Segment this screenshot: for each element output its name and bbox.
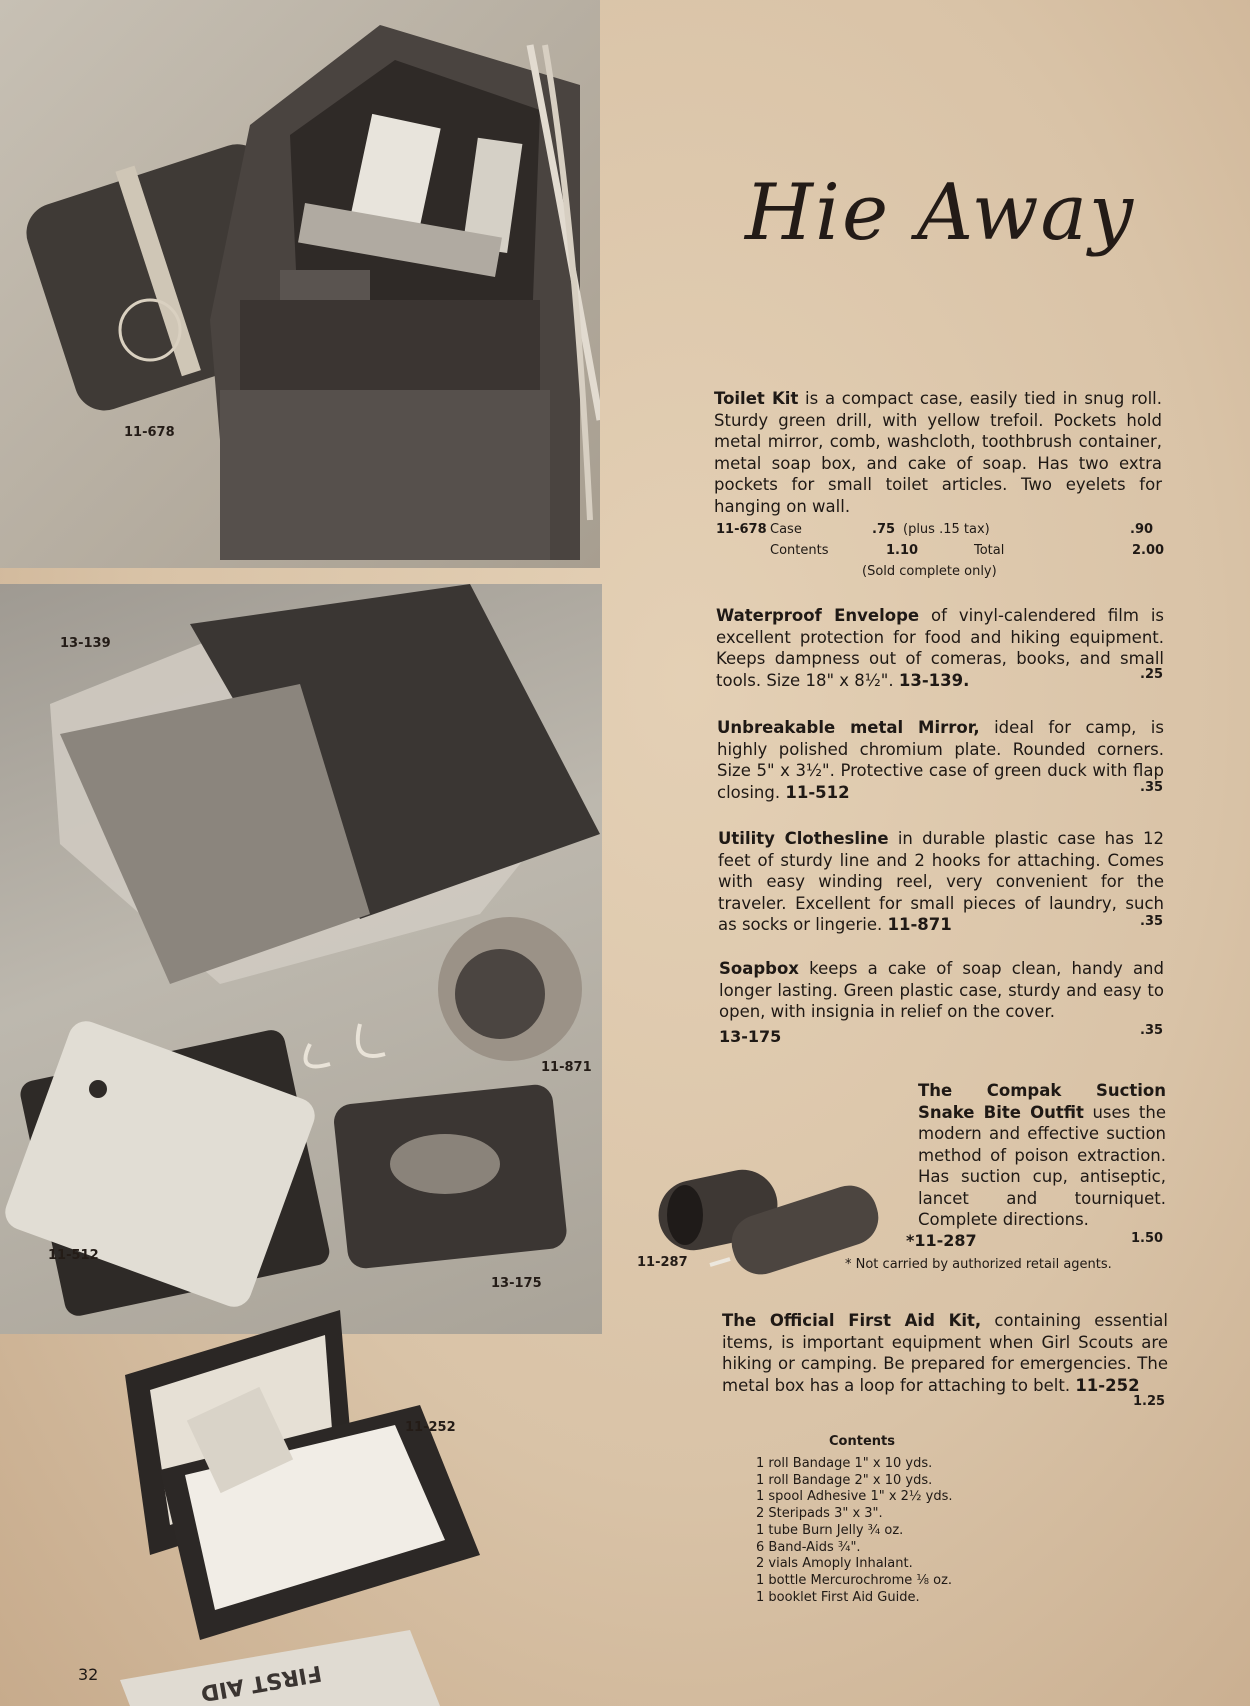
item-code-mirror: 11-512 — [48, 1248, 99, 1263]
mirror-code: 11-512 — [785, 782, 850, 802]
toilet-kit-total-label: Total — [974, 543, 1005, 558]
snake-name: The Compak Suction Snake Bite Outfit — [918, 1081, 1166, 1122]
toilet-kit-illustration — [0, 0, 600, 568]
clothesline-name: Utility Clothesline — [718, 829, 889, 848]
envelope-name: Waterproof Envelope — [716, 606, 920, 625]
item-code-envelope: 13-139 — [60, 636, 111, 651]
toilet-kit-description — [714, 388, 1162, 517]
envelope-code: 13-139. — [898, 670, 970, 690]
snake-code: *11-287 — [906, 1231, 977, 1250]
first-aid-booklet-text: FIRST AID — [198, 1659, 324, 1706]
soapbox-code: 13-175 — [719, 1027, 782, 1046]
snake-note: * Not carried by authorized retail agents. — [845, 1257, 1112, 1272]
list-item: 6 Band-Aids ¾". — [756, 1539, 861, 1555]
list-item: 1 bottle Mercurochrome ⅛ oz. — [756, 1572, 953, 1588]
toilet-kit-total: 2.00 — [1132, 543, 1165, 558]
mirror-price: .35 — [1140, 780, 1164, 795]
snake-price: 1.50 — [1131, 1231, 1164, 1246]
page-title: Hie Away — [745, 168, 1136, 258]
clothesline-code: 11-871 — [887, 915, 952, 934]
list-item: 1 roll Bandage 2" x 10 yds. — [756, 1472, 933, 1488]
toilet-kit-case-label: Case — [770, 522, 802, 537]
first-aid-description: The Official First Aid Kit, containing essential items, is important equipment when Girl Scouts are hiking or camping. Be prepared for emergencies. The metal box has a loop for attaching to belt. 11-252 — [722, 1311, 1168, 1395]
toilet-kit-case-total: .90 — [1130, 522, 1154, 537]
accessories-illustration — [0, 584, 602, 1334]
list-item: 2 Steripads 3" x 3". — [756, 1506, 883, 1522]
toilet-kit-contents-price: 1.10 — [886, 543, 919, 558]
item-code-clothesline: 11-871 — [541, 1060, 592, 1075]
clothesline-description: Utility Clothesline in durable plastic case has 12 feet of sturdy line and 2 hooks for attaching. Comes with easy winding reel, very convenient for the traveler. Excellent for small pieces of laundry, such as socks or lingerie. 11-871 — [718, 829, 1165, 934]
list-item: 1 spool Adhesive 1" x 2½ yds. — [756, 1489, 953, 1505]
soapbox-price: .35 — [1140, 1023, 1164, 1038]
envelope-description: Waterproof Envelope of vinyl-calendered film is excellent protection for food and hiking equipment. Keeps dampness out of comeras, books, and small tools. Size 18" x 8½". 13-139. — [716, 606, 1164, 690]
first-aid-photo — [0, 1310, 540, 1706]
item-code-toilet-kit: 11-678 — [124, 425, 175, 440]
first-aid-contents-heading: Contents — [829, 1434, 895, 1449]
item-code-first-aid: 11-252 — [405, 1420, 456, 1435]
list-item: 2 vials Amoply Inhalant. — [756, 1556, 913, 1572]
soapbox-name: Soapbox — [719, 959, 799, 978]
toilet-kit-photo — [0, 0, 600, 568]
toilet-kit-name: Toilet Kit — [714, 389, 799, 408]
first-aid-illustration — [0, 1310, 540, 1706]
toilet-kit-desc: is a compact case, easily tied in snug roll. Sturdy green drill, with yellow trefoil. Pockets hold metal mirror, comb, washcloth, toothbrush container, metal soap box, and cake of soap. Has two extra pockets for small toilet articles. Two eyelets for hanging on wall. — [714, 389, 1162, 516]
first-aid-code: 11-252 — [1075, 1375, 1140, 1395]
soapbox-description: Soapbox keeps a cake of soap clean, handy and longer lasting. Green plastic case, sturdy and easy to open, with insignia in relief on the cover. — [719, 959, 1164, 1021]
item-code-snake: 11-287 — [637, 1255, 688, 1270]
list-item: 1 tube Burn Jelly ¾ oz. — [756, 1522, 904, 1538]
first-aid-contents-list — [756, 1456, 953, 1606]
snake-description: The Compak Suction Snake Bite Outfit uses the modern and effective suction method of poison extraction. Has suction cup, antiseptic, lancet and tourniquet. Complete directions. — [918, 1081, 1166, 1229]
toilet-kit-contents-label: Contents — [770, 543, 829, 558]
envelope-price: .25 — [1140, 667, 1164, 682]
list-item: 1 booklet First Aid Guide. — [756, 1589, 920, 1605]
mirror-description: Unbreakable metal Mirror, ideal for camp, is highly polished chromium plate. Rounded corners. Size 5" x 3½". Protective case of green duck with flap closing. 11-512 — [717, 718, 1164, 802]
toilet-kit-case-price: .75 — [872, 522, 896, 537]
mirror-name: Unbreakable metal Mirror, — [717, 718, 980, 737]
page-number: 32 — [78, 1665, 99, 1684]
first-aid-price: 1.25 — [1133, 1394, 1166, 1409]
clothesline-price: .35 — [1140, 914, 1164, 929]
accessories-photo — [0, 584, 602, 1334]
first-aid-name: The Official First Aid Kit, — [722, 1311, 982, 1330]
list-item: 1 roll Bandage 1" x 10 yds. — [756, 1456, 933, 1471]
toilet-kit-note: (Sold complete only) — [862, 564, 997, 579]
toilet-kit-code: 11-678 — [716, 522, 767, 537]
item-code-soapbox: 13-175 — [491, 1276, 542, 1291]
toilet-kit-tax: (plus .15 tax) — [903, 522, 990, 537]
